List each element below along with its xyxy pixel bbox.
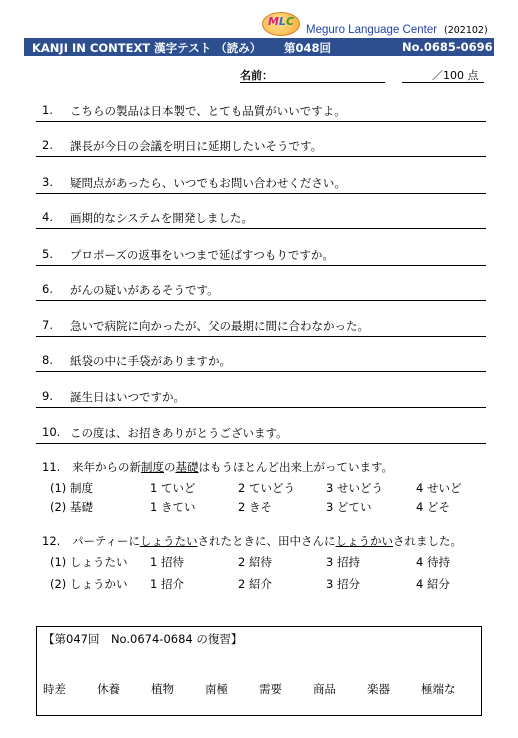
q11-row-1 <box>50 480 480 498</box>
choice-option[interactable]: 2 きそ <box>238 500 272 514</box>
sub-question-label: (2) しょうかい <box>50 577 128 591</box>
question-number: 11. <box>42 460 61 474</box>
choice-option[interactable]: 3 招分 <box>326 577 360 591</box>
question-text-part: されました。 <box>393 534 463 548</box>
review-word: 南極 <box>205 682 228 696</box>
target-word-2: しょうかい <box>335 534 394 548</box>
question-9 <box>36 387 486 408</box>
review-word: 植物 <box>151 682 174 696</box>
review-word: 時差 <box>43 682 66 696</box>
review-word: 休養 <box>97 682 120 696</box>
test-title: KANJI IN CONTEXT 漢字テスト （読み） <box>32 41 262 55</box>
question-text: 課長が今日の会議を明日に延期したいそうです。 <box>70 139 323 153</box>
question-text-part: されたときに、田中さんに <box>197 534 336 548</box>
choice-option[interactable]: 1 きてい <box>150 500 196 514</box>
choice-option[interactable]: 1 ていど <box>150 481 196 495</box>
question-6 <box>36 280 486 301</box>
question-1 <box>36 101 486 122</box>
name-label: 名前： <box>240 69 273 82</box>
review-word: 極端な <box>421 682 456 696</box>
choice-option[interactable]: 4 待持 <box>416 555 450 569</box>
lesson-number: 第048回 <box>284 41 332 55</box>
score-field[interactable] <box>402 82 484 83</box>
choice-option[interactable]: 2 ていどう <box>238 481 295 495</box>
question-number: 4. <box>42 210 53 224</box>
q12-row-1 <box>50 554 480 572</box>
question-11 <box>36 459 393 475</box>
review-word: 商品 <box>313 682 336 696</box>
question-text-part: はもうほとんど出来上がっています。 <box>198 460 394 474</box>
question-number: 9. <box>42 389 53 403</box>
question-text: 急いで病院に向かったが、父の最期に間に合わなかった。 <box>70 319 369 333</box>
question-5 <box>36 245 486 266</box>
name-field[interactable] <box>240 82 385 83</box>
question-text-part: の <box>163 460 176 474</box>
score-label: ／100 点 <box>432 69 479 82</box>
question-3 <box>36 173 486 194</box>
question-text: 疑問点があったら、いつでもお問い合わせください。 <box>70 176 346 190</box>
question-number: 2. <box>42 138 53 152</box>
mlc-logo: MLC <box>262 12 300 38</box>
sub-question-label: (2) 基礎 <box>50 500 93 514</box>
question-7 <box>36 316 486 337</box>
question-8 <box>36 351 486 372</box>
question-text: こちらの製品は日本製で、とても品質がいいですよ。 <box>70 104 346 118</box>
sub-question-label: (1) しょうたい <box>50 555 128 569</box>
target-word-1: しょうたい <box>140 534 198 548</box>
choice-option[interactable]: 4 どそ <box>416 500 450 514</box>
choice-option[interactable]: 2 紹待 <box>238 555 272 569</box>
question-text: 紙袋の中に手袋がありますか。 <box>70 354 231 368</box>
choice-option[interactable]: 3 どてい <box>326 500 372 514</box>
question-text: 画期的なシステムを開発しました。 <box>70 211 253 225</box>
center-name: Meguro Language Center <box>306 24 438 36</box>
choice-option[interactable]: 1 招介 <box>150 577 184 591</box>
question-10 <box>36 423 486 444</box>
center-code: (202102) <box>444 25 488 36</box>
kanji-range: No.0685-0696 <box>402 40 493 54</box>
choice-option[interactable]: 3 招持 <box>326 555 360 569</box>
question-text-part: 来年からの新 <box>71 460 141 474</box>
sub-question-label: (1) 制度 <box>50 481 93 495</box>
question-number: 3. <box>42 175 53 189</box>
target-word-2: 基礎 <box>175 460 199 474</box>
question-text: がんの疑いがあるそうです。 <box>70 283 219 297</box>
question-number: 8. <box>42 353 53 367</box>
question-number: 10. <box>42 425 61 439</box>
q11-row-2 <box>50 499 480 517</box>
title-bar <box>24 38 494 56</box>
question-number: 5. <box>42 247 53 261</box>
target-word-1: 制度 <box>140 460 164 474</box>
review-word: 需要 <box>259 682 282 696</box>
question-number: 7. <box>42 318 53 332</box>
question-text-part: パーティーに <box>71 534 141 548</box>
review-title: 【第047回 No.0674-0684 の復習】 <box>43 632 243 646</box>
question-number: 12. <box>42 534 61 548</box>
q12-row-2 <box>50 576 480 594</box>
question-number: 6. <box>42 282 53 296</box>
question-2 <box>36 136 486 157</box>
question-4 <box>36 208 486 229</box>
choice-option[interactable]: 1 招待 <box>150 555 184 569</box>
choice-option[interactable]: 3 せいどう <box>326 481 383 495</box>
question-text: この度は、お招きありがとうございます。 <box>70 426 288 440</box>
question-text: 誕生日はいつですか。 <box>70 390 185 404</box>
review-box <box>36 626 482 716</box>
question-number: 1. <box>42 103 53 117</box>
choice-option[interactable]: 2 紹介 <box>238 577 272 591</box>
review-word: 楽器 <box>367 682 390 696</box>
question-text: プロポーズの返事をいつまで延ばすつもりですか。 <box>70 248 334 262</box>
choice-option[interactable]: 4 せいど <box>416 481 462 495</box>
question-12 <box>36 533 462 549</box>
choice-option[interactable]: 4 紹分 <box>416 577 450 591</box>
